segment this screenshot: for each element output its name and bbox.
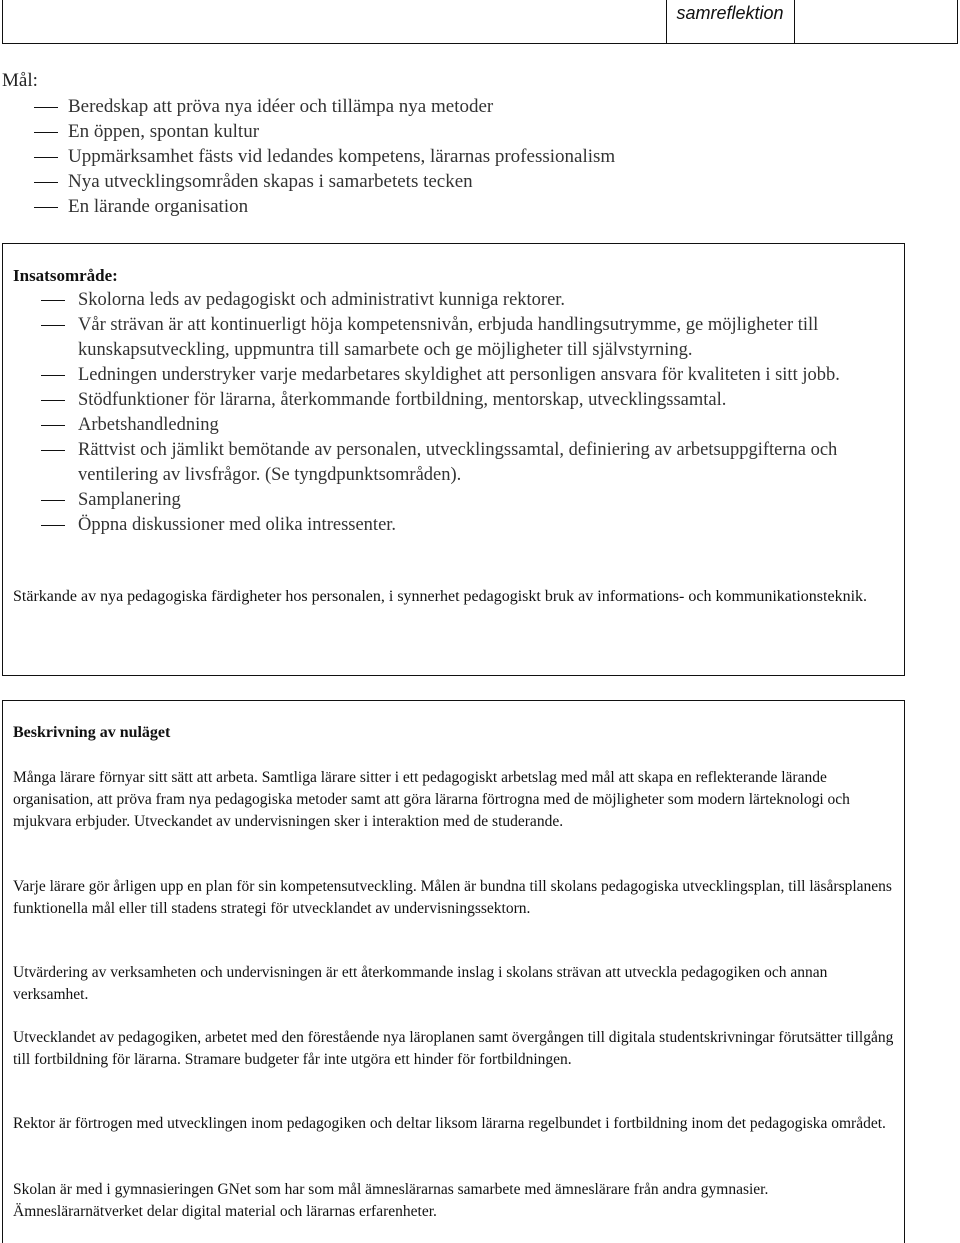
goals-label: Mål:: [2, 70, 38, 91]
dash-bullet-icon: [41, 375, 65, 376]
header-cell-text: samreflektion: [676, 3, 784, 23]
list-item: Samplanering: [3, 488, 883, 513]
list-item: Skolorna leds av pedagogiskt och administrativt kunniga rektorer.: [3, 288, 883, 313]
dash-bullet-icon: [34, 157, 58, 158]
list-item: Arbetshandledning: [3, 413, 883, 438]
insatsomrade-box: [2, 243, 905, 676]
dash-bullet-icon: [34, 207, 58, 208]
list-item: Beredskap att pröva nya idéer och tillämpa nya metoder: [0, 94, 615, 119]
list-item: En öppen, spontan kultur: [0, 119, 615, 144]
dash-bullet-icon: [41, 325, 65, 326]
dash-bullet-icon: [41, 450, 65, 451]
list-item: Stödfunktioner för lärarna, återkommande fortbildning, mentorskap, utvecklingssamtal.: [3, 388, 883, 413]
dash-bullet-icon: [41, 300, 65, 301]
header-cell-divider: [794, 0, 795, 44]
nulaget-paragraph: Många lärare förnyar sitt sätt att arbeta. Samtliga lärare sitter i ett pedagogiskt arbetslag med mål att skapa en reflekterande lärande organisation, att pröva fram nya pedagogiska metoder samt att göra lärarna förtrogna med de möjligheter som modern lärteknologi och mjukvara erbjuder. Utveckandet av undervisningen sker i interaktion med de studerande.: [13, 769, 850, 830]
dash-bullet-icon: [34, 182, 58, 183]
goals-list: [0, 94, 615, 219]
dash-bullet-icon: [41, 500, 65, 501]
nulaget-box: [2, 700, 905, 1243]
header-table: [2, 0, 958, 44]
dash-bullet-icon: [41, 525, 65, 526]
nulaget-paragraph: Utvecklandet av pedagogiken, arbetet med den förestående nya läroplanen samt övergången till digitala studentskrivningar förutsätter tillgång till fortbildning för lärarna. Stramare budgeter får inte utgöra ett hinder för fortbildningen.: [13, 1029, 894, 1068]
nulaget-paragraph: Varje lärare gör årligen upp en plan för sin kompetensutveckling. Målen är bundna till skolans pedagogiska utvecklingsplan, till läsårsplanens funktionella mål eller till stadens strategi för utvecklandet av undervisningssektorn.: [13, 878, 892, 917]
list-item: Rättvist och jämlikt bemötande av personalen, utvecklingssamtal, definiering av arbetsuppgifterna och ventilering av livsfrågor. (Se tyngdpunktsområden).: [3, 438, 883, 488]
list-item: Uppmärksamhet fästs vid ledandes kompetens, lärarnas professionalism: [0, 144, 615, 169]
insatsomrade-list: [3, 288, 883, 538]
list-item: Nya utvecklingsområden skapas i samarbetets tecken: [0, 169, 615, 194]
insatsomrade-title: Insatsområde:: [13, 266, 118, 285]
dash-bullet-icon: [41, 425, 65, 426]
list-item: Ledningen understryker varje medarbetares skyldighet att personligen ansvara för kvaliteten i sitt jobb.: [3, 363, 883, 388]
nulaget-paragraph: Utvärdering av verksamheten och undervisningen är ett återkommande inslag i skolans strävan att utveckla pedagogiken och annan verksamhet.: [13, 964, 828, 1003]
dash-bullet-icon: [41, 400, 65, 401]
dash-bullet-icon: [34, 132, 58, 133]
list-item: En lärande organisation: [0, 194, 615, 219]
list-item: Öppna diskussioner med olika intressenter.: [3, 513, 883, 538]
dash-bullet-icon: [34, 107, 58, 108]
insatsomrade-paragraph: Stärkande av nya pedagogiska färdigheter hos personalen, i synnerhet pedagogiskt bruk av informations- och kommunikationsteknik.: [13, 588, 868, 605]
nulaget-paragraph: Rektor är förtrogen med utvecklingen inom pedagogiken och deltar liksom lärarna regelbundet i fortbildning inom det pedagogiska området.: [13, 1115, 886, 1132]
nulaget-title: Beskrivning av nuläget: [13, 724, 171, 741]
nulaget-paragraph: Skolan är med i gymnasieringen GNet som har som mål ämneslärarnas samarbete med ämneslärare från andra gymnasier. Ämneslärarnätverket delar digital material och lärarnas erfarenheter.: [13, 1181, 769, 1220]
list-item: Vår strävan är att kontinuerligt höja kompetensnivån, erbjuda handlingsutrymme, ge möjligheter till kunskapsutveckling, uppmuntra till samarbete och ge möjligheter till självstyrning.: [3, 313, 883, 363]
